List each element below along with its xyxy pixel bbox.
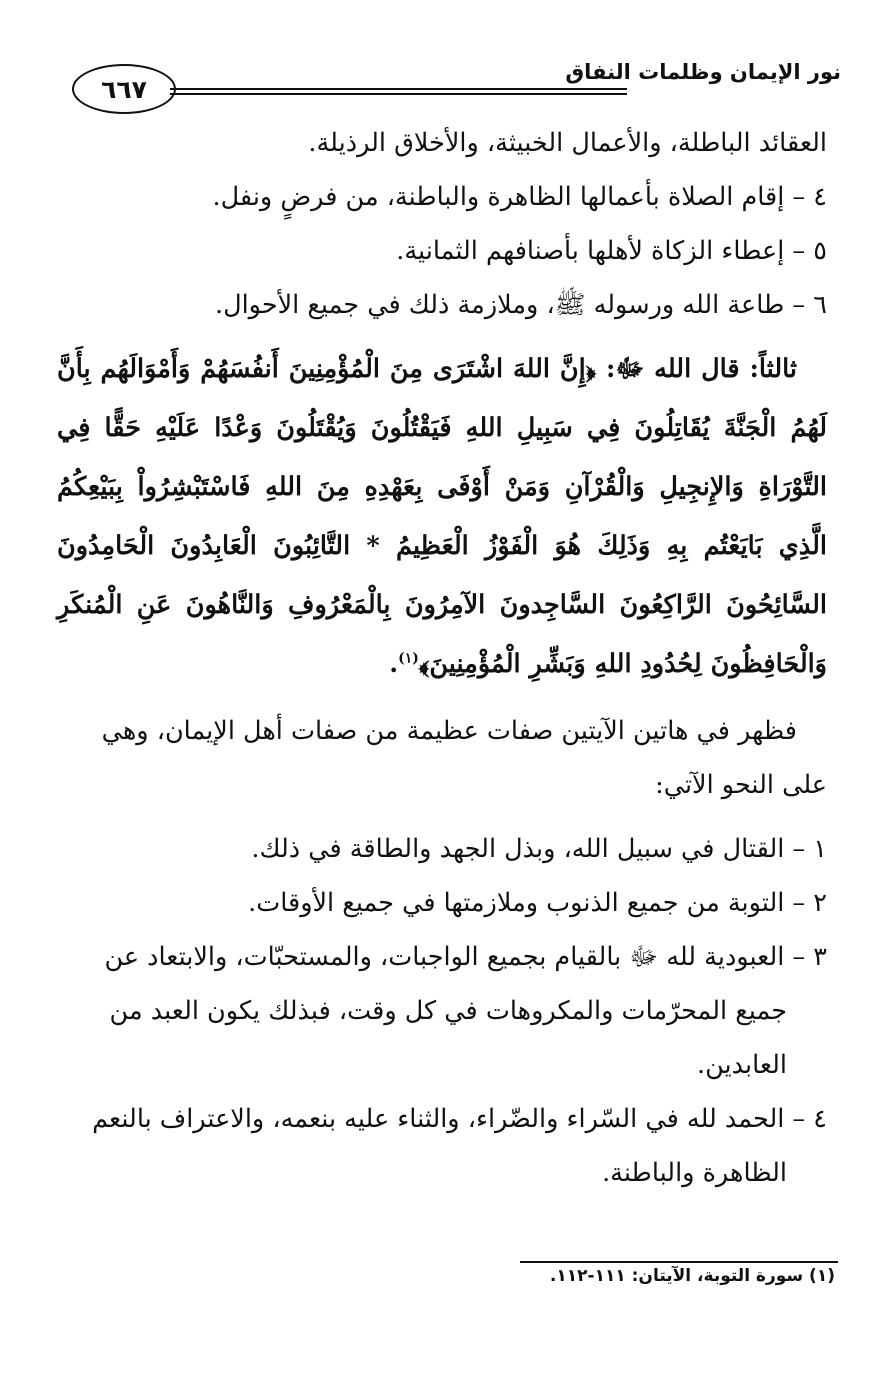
page-number-oval [72, 64, 176, 114]
footnote-reference: (١) [398, 650, 419, 667]
list-item-6a: ٦ – طاعة الله ورسوله ﷺ، وملازمة ذلك في جميع الأحوال. [214, 290, 827, 320]
running-header-title: نور الإيمان وظلمات النفاق [565, 60, 841, 84]
list-item-2b: ٢ – التوبة من جميع الذنوب وملازمتها في جميع الأوقات. [248, 888, 827, 918]
list-item-3b: ٣ – العبودية لله ﷻ بالقيام بجميع الواجبات، والمستحبّات، والابتعاد عن جميع المحرّمات والمكروهات في كل وقت، فبذلك يكون العبد من العابدين. [104, 942, 827, 1080]
footnote-divider [520, 1261, 838, 1263]
footnote: (١) سورة التوبة، الآيتان: ١١١-١١٢. [549, 1266, 835, 1286]
header-rule [170, 88, 627, 95]
third-point-lead: ثالثاً: قال الله ﷻ: [596, 354, 797, 384]
list-item-1b: ١ – القتال في سبيل الله، وبذل الجهد والطاقة في ذلك. [251, 834, 827, 864]
quran-verse: ﴿إِنَّ اللهَ اشْتَرَى مِنَ الْمُؤْمِنِينَ أَنفُسَهُمْ وَأَمْوَالَهُم بِأَنَّ لَهُمُ الْجَنَّةَ يُقَاتِلُونَ فِي سَبِيلِ اللهِ فَيَقْتُلُونَ وَيُقْتَلُونَ وَعْدًا عَلَيْهِ حَقًّا فِي التَّوْرَاةِ وَالإِنجِيلِ وَالْقُرْآنِ وَمَنْ أَوْفَى بِعَهْدِهِ مِنَ اللهِ فَاسْتَبْشِرُواْ بِبَيْعِكُمُ الَّذِي بَايَعْتُم بِهِ وَذَلِكَ هُوَ الْفَوْزُ الْعَظِيمُ * التَّائِبُونَ الْعَابِدُونَ الْحَامِدُونَ السَّائِحُونَ الرَّاكِعُونَ السَّاجِدونَ الآمِرُونَ بِالْمَعْرُوفِ وَالنَّاهُونَ عَنِ الْمُنكَرِ وَالْحَافِظُونَ لِحُدُودِ اللهِ وَبَشِّرِ الْمُؤْمِنِينَ﴾ [57, 354, 827, 679]
list-item-4a: ٤ – إقام الصلاة بأعمالها الظاهرة والباطنة، من فرضٍ ونفل. [212, 182, 827, 212]
page-number: ٦٦٧ [101, 74, 147, 104]
explanation-paragraph: فظهر في هاتين الآيتين صفات عظيمة من صفات أهل الإيمان، وهي على النحو الآتي: [101, 716, 827, 800]
continuation-line: العقائد الباطلة، والأعمال الخبيثة، والأخلاق الرذيلة. [308, 128, 827, 158]
list-item-4b: ٤ – الحمد لله في السّراء والضّراء، والثناء عليه بنعمه، والاعتراف بالنعم الظاهرة والباطنة. [92, 1104, 827, 1188]
list-item-5a: ٥ – إعطاء الزكاة لأهلها بأصنافهم الثمانية. [396, 236, 827, 266]
quran-quote-paragraph: ثالثاً: قال الله ﷻ: ﴿إِنَّ اللهَ اشْتَرَى مِنَ الْمُؤْمِنِينَ أَنفُسَهُمْ وَأَمْوَالَهُم بِأَنَّ لَهُمُ الْجَنَّةَ يُقَاتِلُونَ فِي سَبِيلِ اللهِ فَيَقْتُلُونَ وَيُقْتَلُونَ وَعْدًا عَلَيْهِ حَقًّا فِي التَّوْرَاةِ وَالإِنجِيلِ وَالْقُرْآنِ وَمَنْ أَوْفَى بِعَهْدِهِ مِنَ اللهِ فَاسْتَبْشِرُواْ بِبَيْعِكُمُ الَّذِي بَايَعْتُم بِهِ وَذَلِكَ هُوَ الْفَوْزُ الْعَظِيمُ * التَّائِبُونَ الْعَابِدُونَ الْحَامِدُونَ السَّائِحُونَ الرَّاكِعُونَ السَّاجِدونَ الآمِرُونَ بِالْمَعْرُوفِ وَالنَّاهُونَ عَنِ الْمُنكَرِ وَالْحَافِظُونَ لِحُدُودِ اللهِ وَبَشِّرِ الْمُؤْمِنِينَ﴾$^{(١)}$. [57, 354, 827, 679]
page-body [57, 116, 827, 1200]
